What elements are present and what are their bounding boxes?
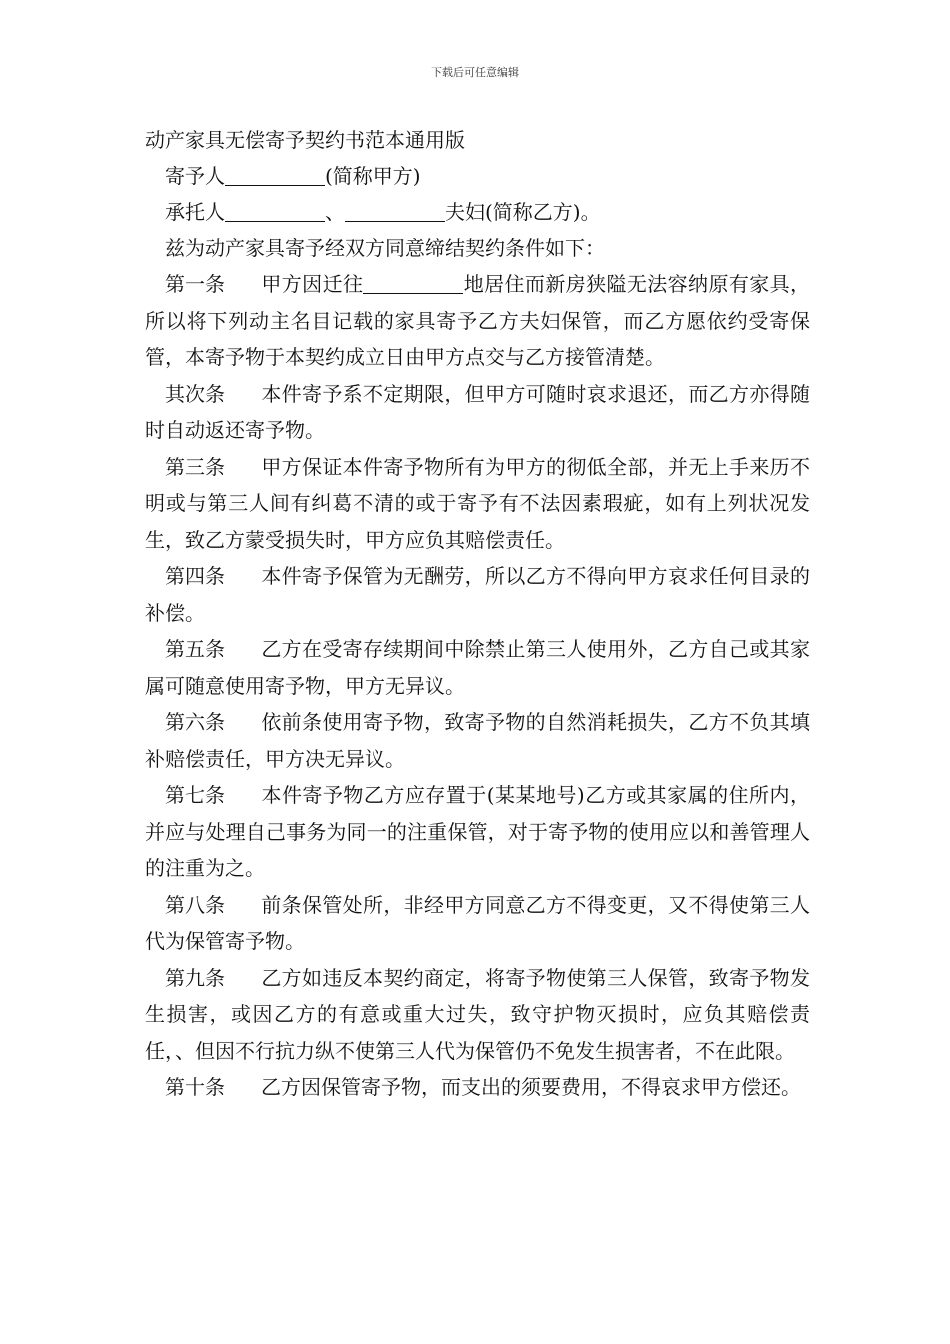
article-text: 乙方因保管寄予物，而支出的须要费用，不得哀求甲方偿还。 [261, 1075, 801, 1099]
article-text-pre: 甲方因迁往 [261, 272, 364, 296]
document-title: 动产家具无偿寄予契约书范本通用版 [145, 128, 465, 152]
page-header: 下载后可任意编辑 [431, 66, 519, 79]
article-3 [145, 449, 810, 559]
article-text: 乙方如违反本契约商定，将寄予物使第三人保管，致寄予物发生损害，或因乙方的有意或重大过失，致守护物灭损时，应负其赔偿责任，、但因不行抗力纵不使第三人代为保管仍不免发生损害者，不在此限。 [145, 965, 810, 1063]
article-text: 本件寄予系不定期限，但甲方可随时哀求退还，而乙方亦得随时自动返还寄予物。 [145, 381, 810, 442]
article-1 [145, 266, 810, 376]
article-text: 本件寄予物乙方应存置于(某某地号)乙方或其家属的住所内，并应与处理自己事务为同一的注重保管，对于寄予物的使用应以和善管理人的注重为之。 [145, 783, 810, 880]
article-label: 第三条 [165, 454, 225, 479]
article-label: 第十条 [165, 1075, 225, 1099]
article-label: 第五条 [165, 637, 225, 661]
depositor-blank [225, 165, 325, 186]
article-label: 第四条 [165, 564, 225, 588]
article-text: 乙方在受寄存续期间中除禁止第三人使用外，乙方自己或其家属可随意使用寄予物，甲方无异议。 [145, 637, 810, 698]
article-label: 第八条 [165, 892, 225, 917]
article-label: 其次条 [165, 381, 225, 406]
depositor-suffix: (简称甲方) [325, 164, 421, 188]
custodian-label: 承托人 [165, 200, 225, 224]
custodian-line [145, 194, 810, 230]
custodian-suffix: 夫妇(简称乙方)。 [445, 200, 601, 224]
article-label: 第一条 [165, 272, 225, 296]
article-9 [145, 960, 810, 1070]
article-label: 第六条 [165, 710, 225, 734]
custodian-blank-2 [345, 201, 445, 222]
contract-document [145, 122, 810, 1106]
custodian-blank-1 [225, 201, 325, 222]
article-text: 依前条使用寄予物，致寄予物的自然消耗损失，乙方不负其填补赔偿责任，甲方决无异议。 [145, 710, 810, 771]
depositor-label: 寄予人 [165, 164, 225, 188]
article-2 [145, 376, 810, 449]
article-4 [145, 558, 810, 631]
article-text: 甲方保证本件寄予物所有为甲方的彻低全部，并无上手来历不明或与第三人间有纠葛不清的或于寄予有不法因素瑕疵，如有上列状况发生，致乙方蒙受损失时，甲方应负其赔偿责任。 [145, 454, 810, 552]
article-6 [145, 704, 810, 777]
article-label: 第九条 [165, 965, 225, 990]
article-10 [145, 1069, 810, 1106]
destination-blank [363, 273, 463, 294]
article-8 [145, 887, 810, 960]
article-text: 前条保管处所，非经甲方同意乙方不得变更，又不得使第三人代为保管寄予物。 [145, 892, 810, 953]
intro-line: 兹为动产家具寄予经双方同意缔结契约条件如下： [165, 236, 605, 260]
article-text: 本件寄予保管为无酬劳，所以乙方不得向甲方哀求任何目录的补偿。 [145, 564, 810, 625]
article-5 [145, 631, 810, 704]
article-text-post: 地居住而新房狭隘无法容纳原有家具，所以将下列动主名目记载的家具寄予乙方夫妇保管，而乙方愿依约受寄保管，本寄予物于本契约成立日由甲方点交与乙方接管清楚。 [145, 272, 811, 369]
article-7 [145, 777, 810, 887]
depositor-line [145, 158, 810, 194]
article-label: 第七条 [165, 783, 225, 807]
custodian-separator: 、 [325, 200, 345, 224]
